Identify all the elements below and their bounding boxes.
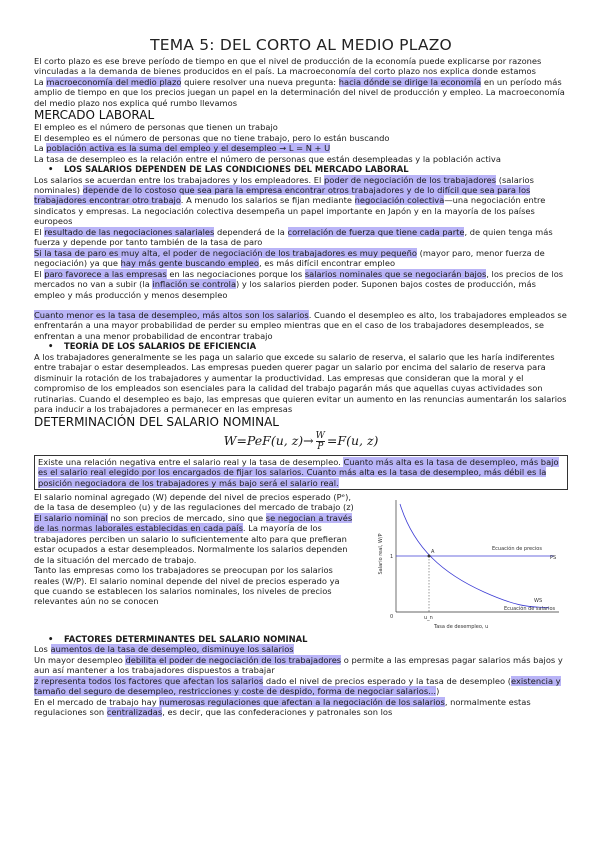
paragraph: Tanto las empresas como los trabajadores se preocupan por los salarios reales (W/P). El salario nominal depende del nivel de precios esperado ya que cuando se establecen los salarios nominales, los niveles de precios relevantes aún no se conocen	[34, 565, 340, 607]
highlight: existencia y tamaño del seguro de desempleo, restricciones y coste de despido, forma de negociar salarios...	[34, 675, 561, 697]
y-axis-label: Salario real, W/P	[378, 533, 384, 575]
paragraph: El salario nominal agregado (W) depende del nivel de precios esperado (Pᵉ), de la tasa de desempleo (u) y de las regulaciones del mercado de trabajo (z)	[34, 491, 354, 513]
highlight: El salario nominal	[34, 512, 108, 523]
paragraph: z representa todos los factores que afectan los salarios dado el nivel de precios esperado y la tasa de desempleo (existencia y tamaño del seguro de desempleo, restricciones y coste de despido, forma de negociar salarios...)	[34, 675, 561, 697]
price-setting-label: Ecuación de precios	[492, 545, 542, 552]
origin-label: 0	[390, 613, 394, 620]
highlight: correlación de fuerza que tiene cada parte	[287, 226, 465, 237]
highlight: resultado de las negociaciones salariales	[44, 226, 215, 237]
text-line: El empleo es el número de personas que tienen un trabajo	[34, 122, 278, 133]
highlight: centralizadas	[106, 707, 163, 718]
ps-tag: PS	[550, 554, 557, 561]
y-tick-label: 1	[390, 553, 394, 560]
highlight: paro favorece a las empresas	[44, 268, 167, 279]
highlight: se negocian a través de las normas laborales establecidas en cada país	[34, 512, 353, 534]
highlight: hacia dónde se dirige la economía	[338, 76, 482, 87]
document-page	[34, 36, 568, 718]
paragraph: Si la tasa de paro es muy alta, el poder de negociación de los trabajadores es muy pequeño (mayor paro, menor fuerza de negociación) ya que hay más gente buscando empleo, es más difícil encontrar empleo	[34, 247, 545, 269]
bullet-heading-eficiencia: • TEORÍA DE LOS SALARIOS DE EFICIENCIA	[34, 341, 568, 352]
page-title: TEMA 5: DEL CORTO AL MEDIO PLAZO	[150, 36, 452, 54]
highlight: Cuanto menor es la tasa de desempleo, más altos son los salarios	[34, 310, 309, 321]
highlight: poder de negociación de los trabajadores	[324, 174, 497, 185]
paragraph: El resultado de las negociaciones salariales dependerá de la correlación de fuerza que tiene cada parte, de quien tenga más fuerza y depende por tanto también de la tasa de paro	[34, 226, 553, 248]
highlight: aumentos de la tasa de desempleo, disminuye los salarios	[50, 644, 294, 655]
section-heading-mercado-laboral: MERCADO LABORAL	[34, 108, 155, 123]
wage-setting-label: Ecuación de salarios	[504, 605, 556, 612]
paragraph: Un mayor desempleo debilita el poder de negociación de los trabajadores o permite a las empresas pagar salarios más bajos y aun así mantener a los trabajadores dispuestos a trabajar	[34, 654, 563, 676]
highlight: inflación se controla	[152, 279, 237, 290]
intro-paragraph-2: La macroeconomía del medio plazo quiere resolver una nueva pregunta: hacia dónde se dirige la economía en un período más amplio de tiempo en que los precios juegan un papel en la determinación del nivel de producción y empleo. La macroeconomía del medio plazo nos explica qué rumbo llevamos	[34, 76, 565, 108]
bullet-heading-salarios: • LOS SALARIOS DEPENDEN DE LAS CONDICIONES DEL MERCADO LABORAL	[34, 164, 568, 175]
paragraph: Los aumentos de la tasa de desempleo, disminuye los salarios	[34, 644, 294, 655]
text-line: El desempleo es el número de personas que no tiene trabajo, pero lo están buscando	[34, 132, 390, 143]
wage-setting-price-setting-chart	[374, 494, 564, 634]
highlight: salarios nominales que se negociarán bajos	[304, 268, 487, 279]
wage-formula: W=PeF(u, z)→ $\frac{W}{P}$ =F(u, z)	[223, 430, 379, 452]
highlight: Cuanto más alta es la tasa de desempleo, más bajo es el salario real elegido por los encargados de fijar los salarios. Cuanto más alta es la tasa de desempleo, más débil es la posición negociadora de los trabajadores y más bajo será el salario real.	[38, 456, 559, 488]
paragraph: El salario nominal no son precios de mercado, sino que se negocian a través de las normas laborales establecidas en cada país. La mayoría de los trabajadores perciben un salario lo suficientemente alto para que prefieran estar ocupados a estar desempleados. Normalmente los salarios dependen de la situación del mercado de trabajo.	[34, 512, 353, 565]
paragraph: Los salarios se acuerdan entre los trabajadores y los empleadores. El poder de negociación de los trabajadores (salarios nominales) depende de lo costoso que sea para la empresa encontrar otros trabajadores y de lo difícil que sea para los trabajadores encontrar otro trabajo. A menudo los salarios se fijan mediante negociación colectiva—una negociación entre sindicatos y empresas. La negociación colectiva desempeña un papel importante en Japón y en la mayoría de los países europeos	[34, 174, 546, 227]
highlight: macroeconomía del medio plazo	[46, 76, 182, 87]
two-column-section	[34, 492, 568, 634]
x-tick-label: u_n	[424, 614, 433, 621]
x-axis-label: Tasa de desempleo, u	[434, 623, 489, 630]
highlight: z representa todos los factores que afectan los salarios	[34, 675, 264, 686]
paragraph: Cuanto menor es la tasa de desempleo, más altos son los salarios. Cuando el desempleo es alto, los trabajadores empleados se enfrentarán a una mayor probabilidad de perder su empleo mientras que en el caso de los trabajadores desempleados, se enfrentan a una menor probabilidad de encontrar trabajo	[34, 310, 567, 341]
highlight: negociación colectiva	[354, 195, 445, 206]
equilibrium-label: A	[431, 548, 435, 555]
highlight: población activa es la suma del empleo y el desempleo → L = N + U	[46, 143, 331, 154]
highlight: hay más gente buscando empleo	[120, 258, 259, 269]
highlight: debilita el poder de negociación de los trabajadores	[125, 654, 342, 665]
paragraph: El paro favorece a las empresas en las negociaciones porque los salarios nominales que se negociarán bajos, los precios de los mercados no van a subir (la inflación se controla) y los salarios pierden poder. Suponen bajos costes de producción, más empleo y más producción y menos desempleo	[34, 268, 564, 300]
ws-tag: WS	[534, 597, 543, 604]
highlight: numerosas regulaciones que afectan a la negociación de los salarios	[159, 696, 445, 707]
highlight: Si la tasa de paro es muy alta, el poder de negociación de los trabajadores es muy pequeño	[34, 247, 417, 258]
text-line: La tasa de desempleo es la relación entre el número de personas que están desempleadas y la población activa	[34, 153, 501, 164]
section-heading-salario-nominal: DETERMINACIÓN DEL SALARIO NOMINAL	[34, 414, 279, 429]
boxed-note: Existe una relación negativa entre el salario real y la tasa de desempleo. Cuanto más alta es la tasa de desempleo, más bajo es el salario real elegido por los encargados de fijar los salarios. Cuanto más alta es la tasa de desempleo, más débil es la posición negociadora de los trabajadores y más bajo será el salario real.	[34, 455, 568, 490]
intro-paragraph-1: El corto plazo es ese breve período de tiempo en que el nivel de producción de la economía puede explicarse por razones vinculadas a la demanda de bienes producidos en el país. La macroeconomía del corto plazo nos explica donde estamos	[34, 56, 542, 77]
paragraph: A los trabajadores generalmente se les paga un salario que excede su salario de reserva, el salario que les haría indiferentes entre trabajar o estar desempleados. Las empresas pueden querer pagar un salario por encima del salario de reserva para disminuir la rotación de los trabajadores y aumentar la productividad. Las empresas que consideran que la moral y el compromiso de los empleados son esenciales para la calidad del trabajo pagarán más que aquellas cuyas actividades son rutinarias. Cuando el desempleo es bajo, las empresas que quieren evitar un aumento en las renuncias aumentarán los salarios para inducir a los trabajadores a permanecer en las empresas	[34, 351, 567, 415]
text-line: La población activa es la suma del empleo y el desempleo → L = N + U	[34, 143, 331, 154]
bullet-heading-factores: • FACTORES DETERMINANTES DEL SALARIO NOMINAL	[34, 634, 568, 645]
paragraph: En el mercado de trabajo hay numerosas regulaciones que afectan a la negociación de los salarios, normalmente estas regulaciones son centralizadas, es decir, que las confederaciones y patronales son los	[34, 696, 531, 718]
highlight: depende de lo costoso que sea para la empresa encontrar otros trabajadores y de lo difícil que sea para los trabajadores encontrar otro trabajo	[34, 185, 531, 206]
